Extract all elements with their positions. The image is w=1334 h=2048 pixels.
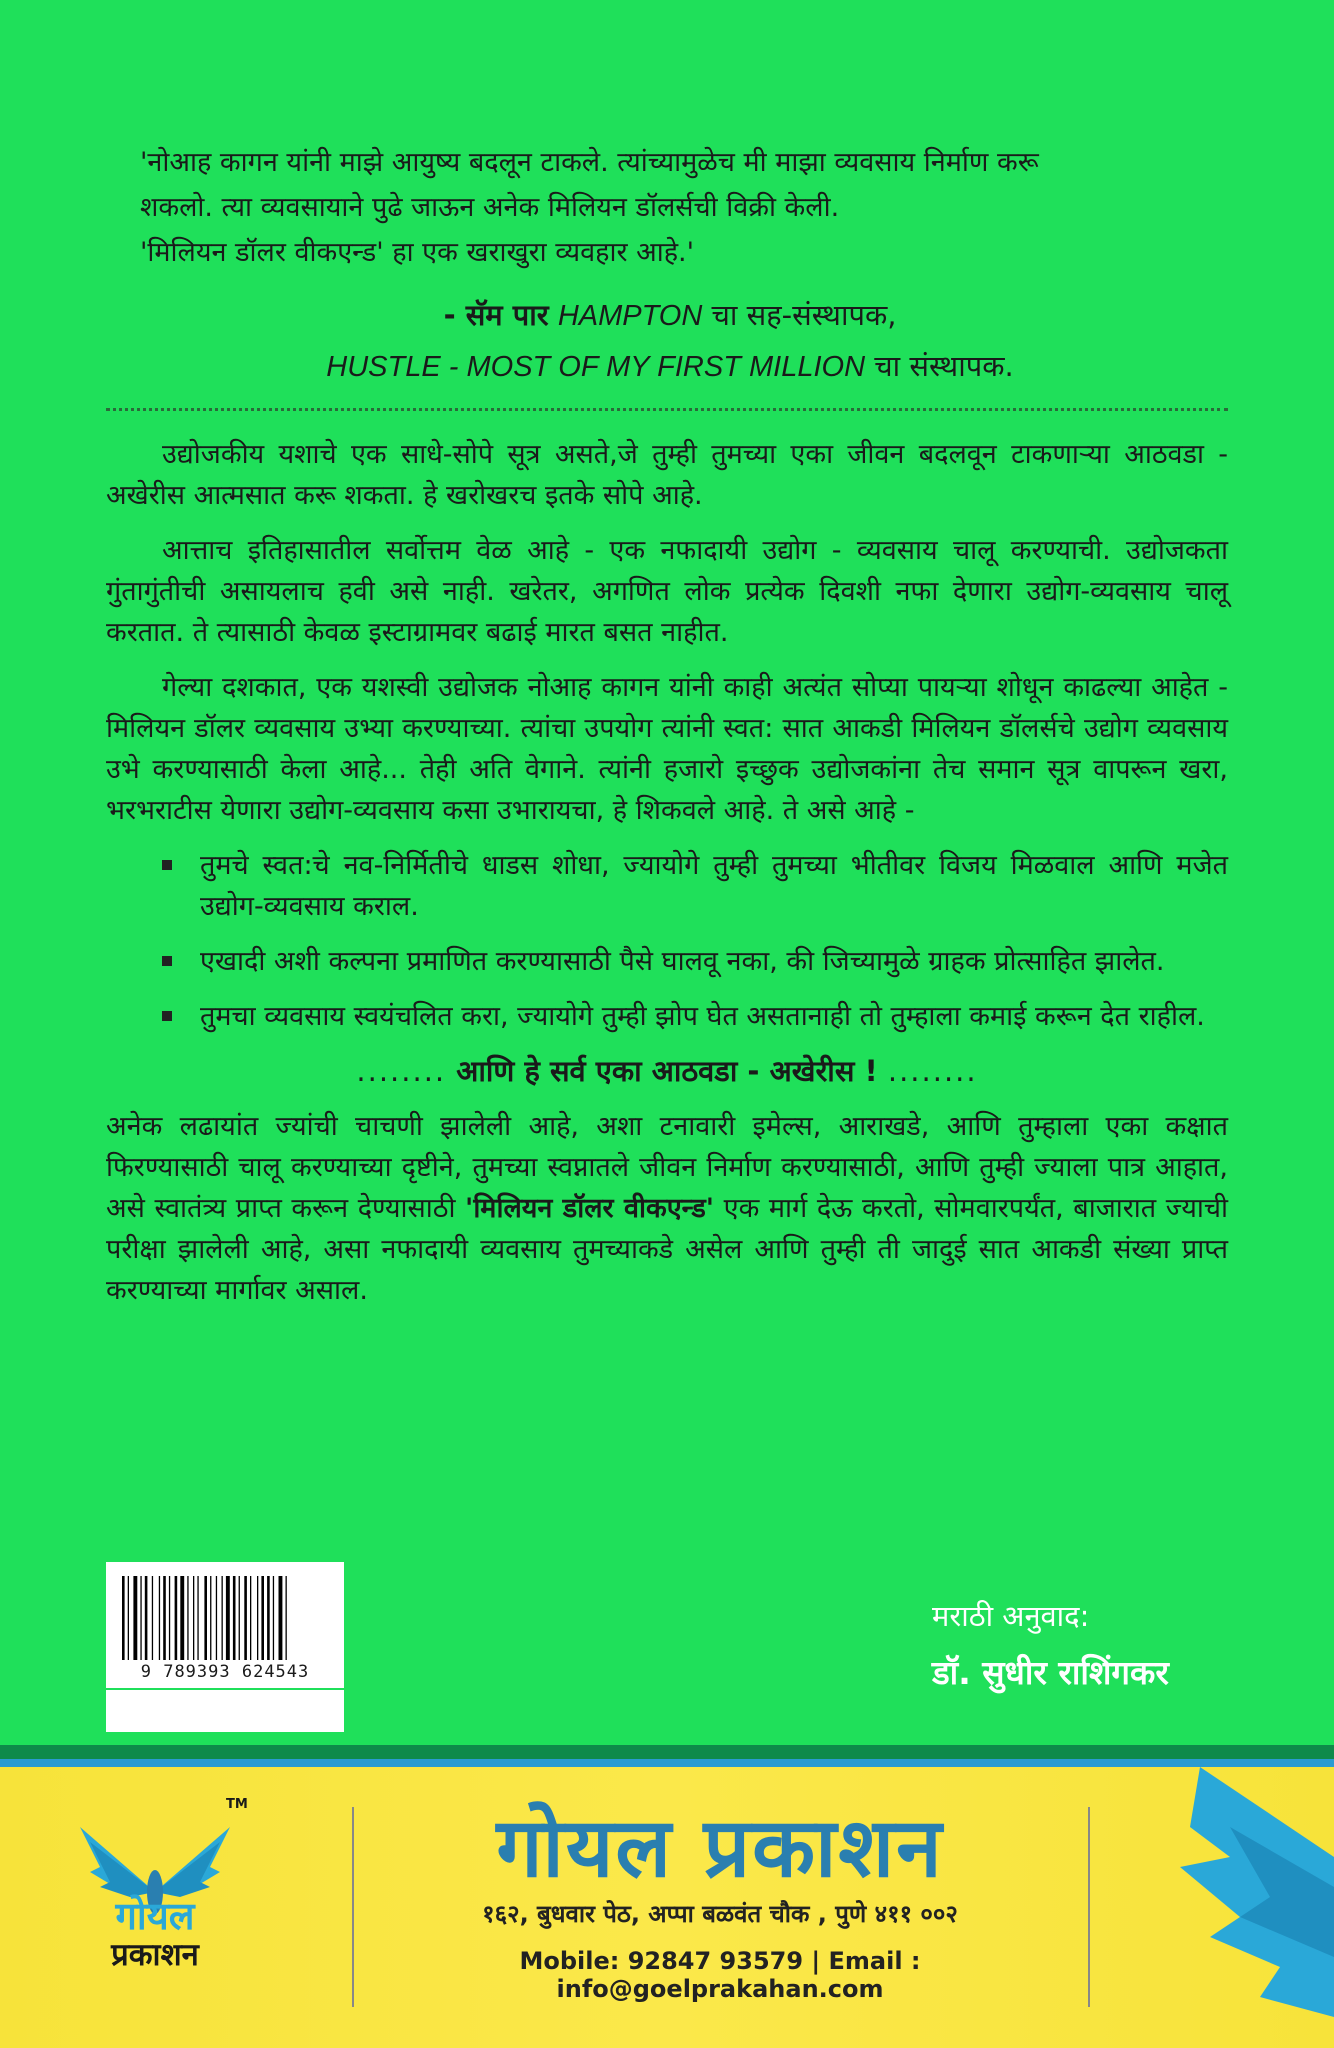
barcode-bar [180,1576,184,1660]
publisher-footer [0,1767,1334,2048]
bullet-square-icon [162,1011,172,1021]
closing-paragraph: अनेक लढायांत ज्यांची चाचणी झालेली आहे, अशा टनावारी इमेल्स, आराखडे, आणि तुम्हाला एका कक्षात फिरण्यासाठी चालू करण्याच्या दृष्टीने, तुमच्या स्वप्नातले जीवन निर्माण करण्यासाठी, आणि तुम्ही ज्याला पात्र आहात, असे स्वातंत्र्य प्राप्त करून देण्यासाठी 'मिलियन डॉलर वीकएन्ड' एक मार्ग देऊ करतो, सोमवारपर्यंत, बाजारात ज्याची परीक्षा झालेली आहे, असा नफादायी व्यवसाय तुमच्याकडे असेल आणि तुम्ही ती जादुई सात आकडी संख्या प्राप्त करण्याच्या मार्गावर असाल. [106,1111,1228,1306]
translator-name: डॉ. सुधीर राशिंगकर [932,1653,1169,1692]
barcode-bar [163,1576,166,1660]
barcode-bar [250,1576,251,1660]
translator-credit [932,1596,1262,1694]
barcode-bar [279,1576,283,1660]
barcode-bar [273,1576,274,1660]
barcode-bar [226,1576,230,1660]
bullet-item: एखादी अशी कल्पना प्रमाणित करण्यासाठी पैसे घालवू नका, की जिच्यामुळे ग्राहक प्रोत्साहित झालेत. [162,941,1228,982]
attribution-line-1 [140,290,1200,341]
barcode-bar [187,1576,188,1660]
publisher-name: गोयल प्रकाशन [496,1801,944,1896]
attribution-line-2 [140,341,1200,392]
bullet-square-icon [162,956,172,966]
attribution-role-2: चा संस्थापक. [874,349,1014,383]
attribution-company-2: HUSTLE - MOST OF MY FIRST MILLION [326,351,866,383]
quote-attribution [140,290,1200,392]
barcode-bar [267,1576,270,1660]
barcode-bar [152,1576,153,1660]
barcode-bar [286,1576,287,1660]
barcode-bar [122,1576,125,1660]
publisher-address: १६२, बुधवार पेठ, अप्पा बळवंत चौक , पुणे ४११ ००२ [482,1900,958,1928]
barcode-bar [244,1576,247,1660]
barcode-bar [257,1576,258,1660]
barcode-bar [128,1576,129,1660]
quote-line: 'मिलियन डॉलर वीकएन्ड' हा एक खराखुरा व्यवहार आहे.' [140,237,695,268]
attribution-name: - सॅम पार [443,298,549,332]
barcode-bar [145,1576,148,1660]
quote-line: 'नोआह कागन यांनी माझे आयुष्य बदलून टाकले. त्यांच्यामुळेच मी माझा व्यवसाय निर्माण करू [140,147,1039,178]
barcode-bar [233,1576,236,1660]
publisher-contact: Mobile: 92847 93579 | Email : info@goelprakahan.com [519,1947,921,2003]
blurb-paragraph: आत्ताच इतिहासातील सर्वोत्तम वेळ आहे - एक नफादायी उद्योग - व्यवसाय चालू करण्याची. उद्योजकता गुंतागुंतीची असायलाच हवी असे नाही. खरेतर, अगणित लोक प्रत्येक दिवशी नफा देणारा उद्योग-व्यवसाय चालू करतात. ते त्यासाठी केवळ इस्टाग्रामवर बढाई मारत बसत नाहीत. [106,535,1228,648]
barcode-bar [193,1576,194,1660]
barcode-bar [159,1576,160,1660]
endorsement-quote [140,140,1200,275]
translator-label: मराठी अनुवाद: [932,1599,1090,1633]
barcode-bar [222,1576,223,1660]
barcode-bar [133,1576,137,1660]
dotted-divider [106,408,1228,411]
book-title: 'मिलियन डॉलर वीकएन्ड' [465,1193,715,1224]
bullet-item: तुमचे स्वत:चे नव-निर्मितीचे धाडस शोधा, ज्यायोगे तुम्ही तुमच्या भीतीवर विजय मिळवाल आणि मजेत उद्योग-व्यवसाय कराल. [162,845,1228,927]
barcode-bar [140,1576,141,1660]
barcode-bar [216,1576,217,1660]
barcode-bar [175,1576,178,1660]
quote-line: शकलो. त्या व्यवसायाने पुढे जाऊन अनेक मिलियन डॉलर्सची विक्री केली. [140,192,840,223]
logo-text-prakashan: प्रकाशन [111,1937,199,1973]
barcode-bar [239,1576,240,1660]
barcode-bar [210,1576,211,1660]
attribution-role-1: चा सह-संस्थापक, [711,298,897,332]
logo-text-goyal: गोयल [115,1894,195,1938]
bullet-square-icon [162,860,172,870]
barcode-bars [120,1576,330,1660]
blurb-body [106,434,1228,1325]
isbn-number: 9 789393 624543 [140,1662,310,1682]
barcode-bar [261,1576,264,1660]
attribution-company-1: HAMPTON [557,300,703,332]
trademark: TM [226,1797,248,1812]
bullet-item: तुमचा व्यवसाय स्वयंचलित करा, ज्यायोगे तुम्ही झोप घेत असतानाही तो तुम्हाला कमाई करून देत राहील. [162,996,1228,1037]
barcode-bar [197,1576,198,1660]
barcode-bar [204,1576,207,1660]
barcode-bar [169,1576,170,1660]
blurb-paragraph: उद्योजकीय यशाचे एक साधे-सोपे सूत्र असते,जे तुम्ही तुमच्या एका जीवन बदलवून टाकणाऱ्या आठवडा - अखेरीस आत्मसात करू शकता. हे खरोखरच इतके सोपे आहे. [106,439,1228,511]
blurb-paragraph: गेल्या दशकात, एक यशस्वी उद्योजक नोआह कागन यांनी काही अत्यंत सोप्या पायऱ्या शोधून काढल्या आहेत - मिलियन डॉलर व्यवसाय उभ्या करण्याच्या. त्यांचा उपयोग त्यांनी स्वत: सात आकडी मिलियन डॉलर्सचे उद्योग व्यवसाय उभे करण्यासाठी केला आहे... तेही अति वेगाने. त्यांनी हजारो इच्छुक उद्योजकांना तेच समान सूत्र वापरून खरा, भरभराटीस येणारा उद्योग-व्यवसाय कसा उभारायचा, हे शिकवले आहे. ते असे आहे - [106,672,1228,826]
barcode [106,1562,344,1732]
headline-text: आणि हे सर्व एका आठवडा - अखेरीस ! [456,1054,878,1088]
bullet-list [106,845,1228,1037]
butterfly-wing-icon [1170,1767,1334,2048]
headline: ........ आणि हे सर्व एका आठवडा - अखेरीस ! ........ [356,1054,978,1088]
